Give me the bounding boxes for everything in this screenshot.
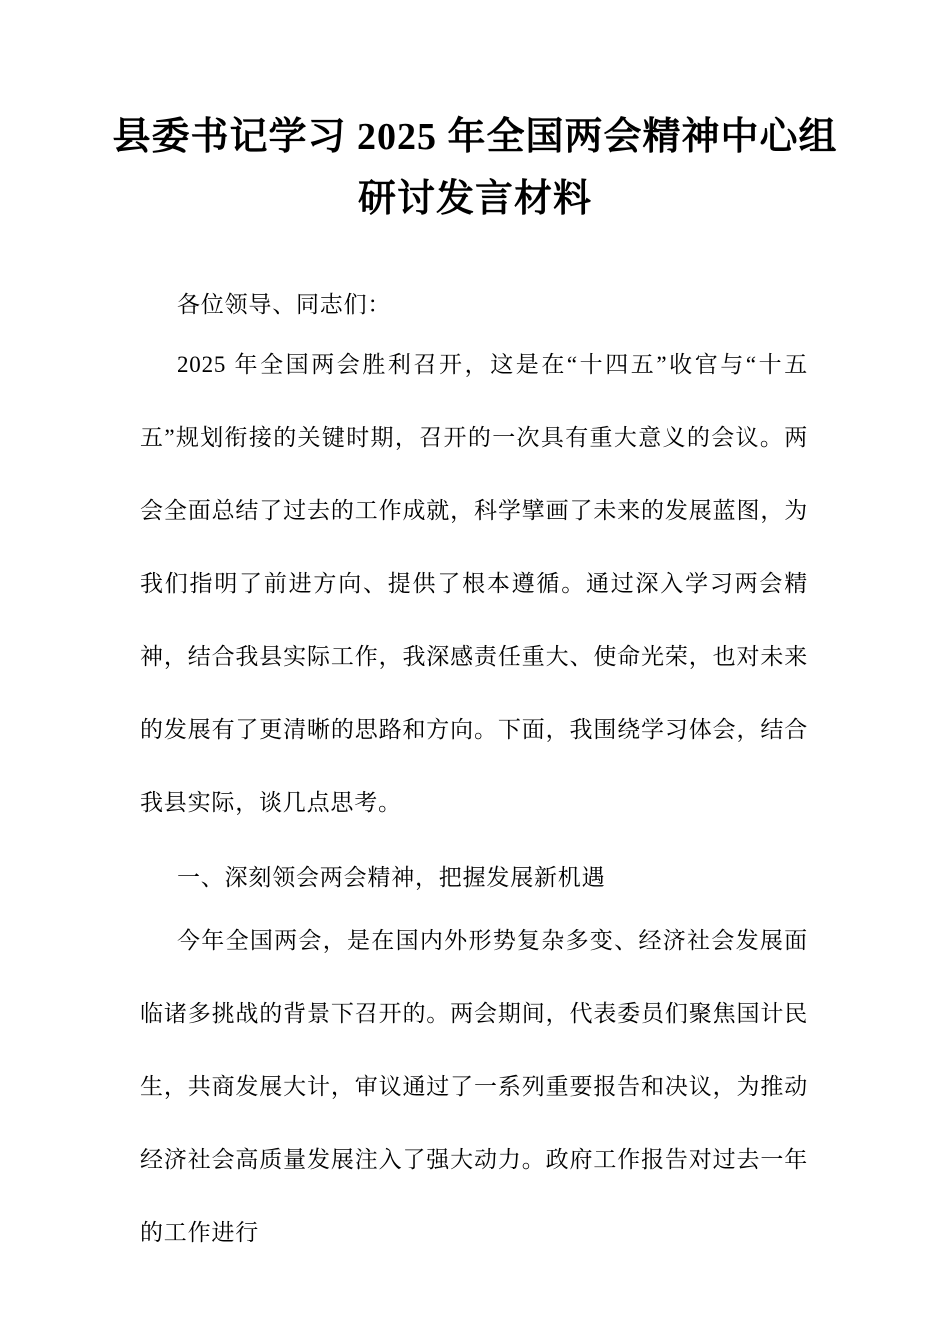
document-title-line-1: 县委书记学习 2025 年全国两会精神中心组 bbox=[112, 116, 838, 158]
greeting-paragraph: 各位领导、同志们： bbox=[177, 292, 392, 317]
document-title bbox=[0, 106, 950, 230]
section-1-paragraph: 今年全国两会，是在国内外形势复杂多变、经济社会发展面临诸多挑战的背景下召开的。两会期间，代表委员们聚焦国计民生，共商发展大计，审议通过了一系列重要报告和决议，为推动经济社会高质量发展注入了强大动力。政府工作报告对过去一年的工作进行 bbox=[140, 928, 808, 1245]
document-title-line-2: 研讨发言材料 bbox=[357, 178, 592, 220]
section-heading-1: 一、深刻领会两会精神，把握发展新机遇 bbox=[177, 865, 606, 890]
intro-paragraph: 2025 年全国两会胜利召开，这是在“十四五”收官与“十五五”规划衔接的关键时期，召开的一次具有重大意义的会议。两会全面总结了过去的工作成就，科学擘画了未来的发展蓝图，为我们指明了前进方向、提供了根本遵循。通过深入学习两会精神，结合我县实际工作，我深感责任重大、使命光荣，也对未来的发展有了更清晰的思路和方向。下面，我围绕学习体会，结合我县实际，谈几点思考。 bbox=[140, 352, 808, 815]
